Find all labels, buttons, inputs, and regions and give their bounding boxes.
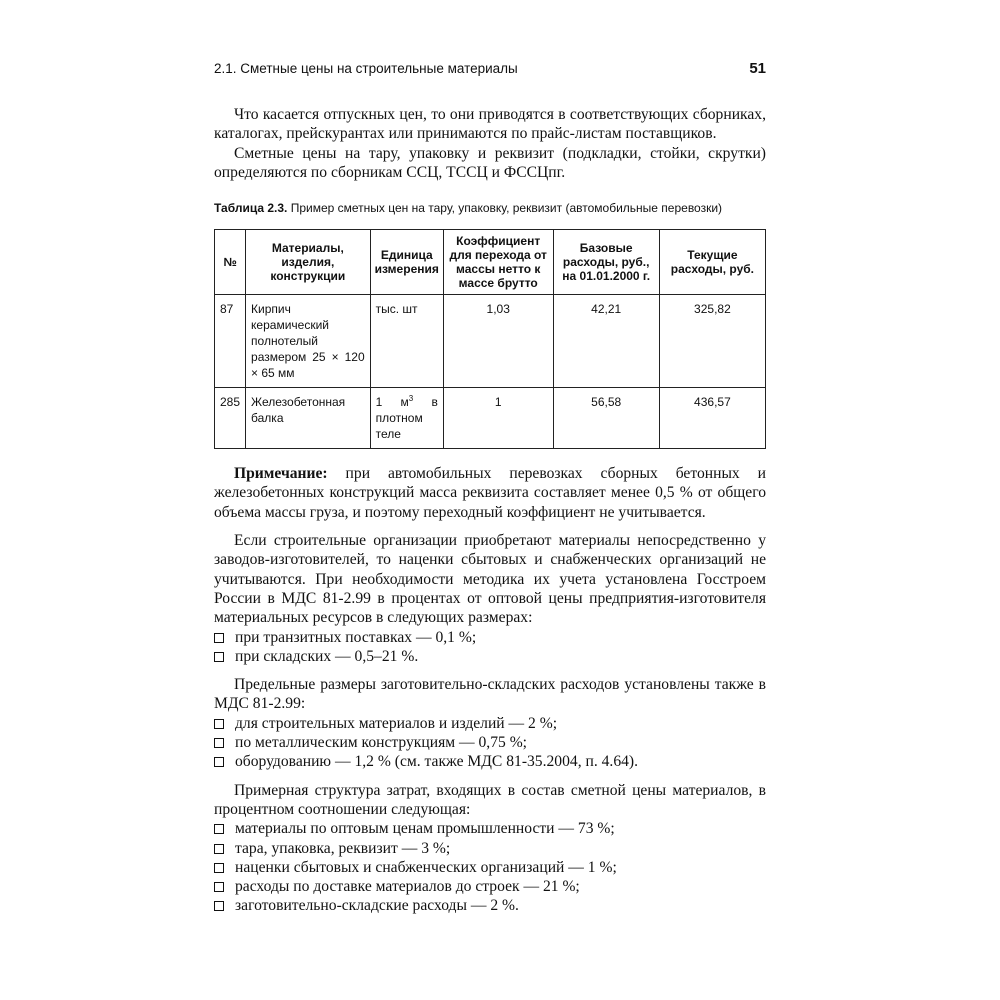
cell-base-cost: 42,21 <box>553 295 659 388</box>
list-item: оборудованию — 1,2 % (см. также МДС 81-35.2004, п. 4.64). <box>214 752 766 771</box>
header-unit: Единица измерения <box>370 230 443 295</box>
book-page <box>214 60 766 916</box>
cell-unit: тыс. шт <box>370 295 443 388</box>
header-base-costs: Базовые расходы, руб., на 01.01.2000 г. <box>553 230 659 295</box>
list-item: материалы по оптовым ценам промышленности — 73 %; <box>214 819 766 838</box>
paragraph-limits: Предельные размеры заготовительно-складских расходов установлены также в МДС 81-2.99: <box>214 676 766 713</box>
structure-list <box>214 819 766 915</box>
table-row <box>215 295 766 388</box>
checkbox-bullet-icon <box>214 719 224 729</box>
unit-rest: в плотном теле <box>375 395 438 442</box>
running-title: 2.1. Сметные цены на строительные материалы <box>214 61 518 76</box>
list-item: для строительных материалов и изделий — 2 %; <box>214 714 766 733</box>
list-item: по металлическим конструкциям — 0,75 %; <box>214 733 766 752</box>
list-item: наценки сбытовых и снабженческих организаций — 1 %; <box>214 858 766 877</box>
unit-superscript: 3 <box>408 394 414 404</box>
checkbox-bullet-icon <box>214 757 224 767</box>
paragraph-release-prices: Что касается отпускных цен, то они приводятся в соответствующих сборниках, каталогах, прейскурантах или принимаются по прайс-листам поставщиков. <box>214 106 766 143</box>
paragraph-structure: Примерная структура затрат, входящих в состав сметной цены материалов, в процентном соотношении следующая: <box>214 781 766 818</box>
cell-current-cost: 325,82 <box>659 295 765 388</box>
header-number: № <box>215 230 246 295</box>
table-caption-text: Пример сметных цен на тару, упаковку, реквизит (автомобильные перевозки) <box>287 201 723 216</box>
table-note <box>214 464 766 522</box>
cell-material: Кирпич керамический полнотелый размером 25 × 120 × 65 мм <box>246 295 371 388</box>
note-label: Примечание: <box>234 465 328 483</box>
checkbox-bullet-icon <box>214 901 224 911</box>
list-item: заготовительно-складские расходы — 2 %. <box>214 896 766 915</box>
table-header-row <box>215 230 766 295</box>
checkbox-bullet-icon <box>214 824 224 834</box>
header-current-costs: Текущие расходы, руб. <box>659 230 765 295</box>
unit-main: 1 м <box>375 395 409 410</box>
paragraph-packaging-prices: Сметные цены на тару, упаковку и реквизит (подкладки, стойки, скрутки) определяются по сборникам ССЦ, ТССЦ и ФССЦпг. <box>214 144 766 181</box>
cell-unit <box>370 388 443 449</box>
cell-coefficient: 1 <box>443 388 553 449</box>
page-body <box>214 105 766 916</box>
note-text: при автомобильных перевозках сборных бетонных и железобетонных конструкций масса реквизита составляет менее 0,5 % от общего объема массы груза, и поэтому переходный коэффициент не учитывается. <box>214 465 766 521</box>
header-coefficient: Коэффициент для перехода от массы нетто к массе брутто <box>443 230 553 295</box>
checkbox-bullet-icon <box>214 652 224 662</box>
table-caption-label: Таблица 2.3. <box>214 201 288 216</box>
list-item: тара, упаковка, реквизит — 3 %; <box>214 839 766 858</box>
cell-current-cost: 436,57 <box>659 388 765 449</box>
markup-list <box>214 628 766 667</box>
checkbox-bullet-icon <box>214 844 224 854</box>
list-item: при складских — 0,5–21 %. <box>214 647 766 666</box>
cell-number: 87 <box>215 295 246 388</box>
paragraph-markups: Если строительные организации приобретают материалы непосредственно у заводов-изготовителей, то наценки сбытовых и снабженческих организаций не учитываются. При необходимости методика их учета установлена Госстроем России в МДС 81-2.99 в процентах от оптовой цены предприятия-изготовителя материальных ресурсов в следующих размерах: <box>214 532 766 627</box>
checkbox-bullet-icon <box>214 633 224 643</box>
header-materials: Материалы, изделия, конструкции <box>246 230 371 295</box>
checkbox-bullet-icon <box>214 863 224 873</box>
page-number: 51 <box>749 60 766 77</box>
cell-material: Железобетонная балка <box>246 388 371 449</box>
cell-base-cost: 56,58 <box>553 388 659 449</box>
page-header <box>214 60 766 88</box>
checkbox-bullet-icon <box>214 882 224 892</box>
table-caption <box>214 200 766 216</box>
limits-list <box>214 714 766 772</box>
checkbox-bullet-icon <box>214 738 224 748</box>
price-table <box>214 229 766 449</box>
list-item: расходы по доставке материалов до строек — 21 %; <box>214 877 766 896</box>
cell-coefficient: 1,03 <box>443 295 553 388</box>
table-row <box>215 388 766 449</box>
list-item: при транзитных поставках — 0,1 %; <box>214 628 766 647</box>
cell-number: 285 <box>215 388 246 449</box>
